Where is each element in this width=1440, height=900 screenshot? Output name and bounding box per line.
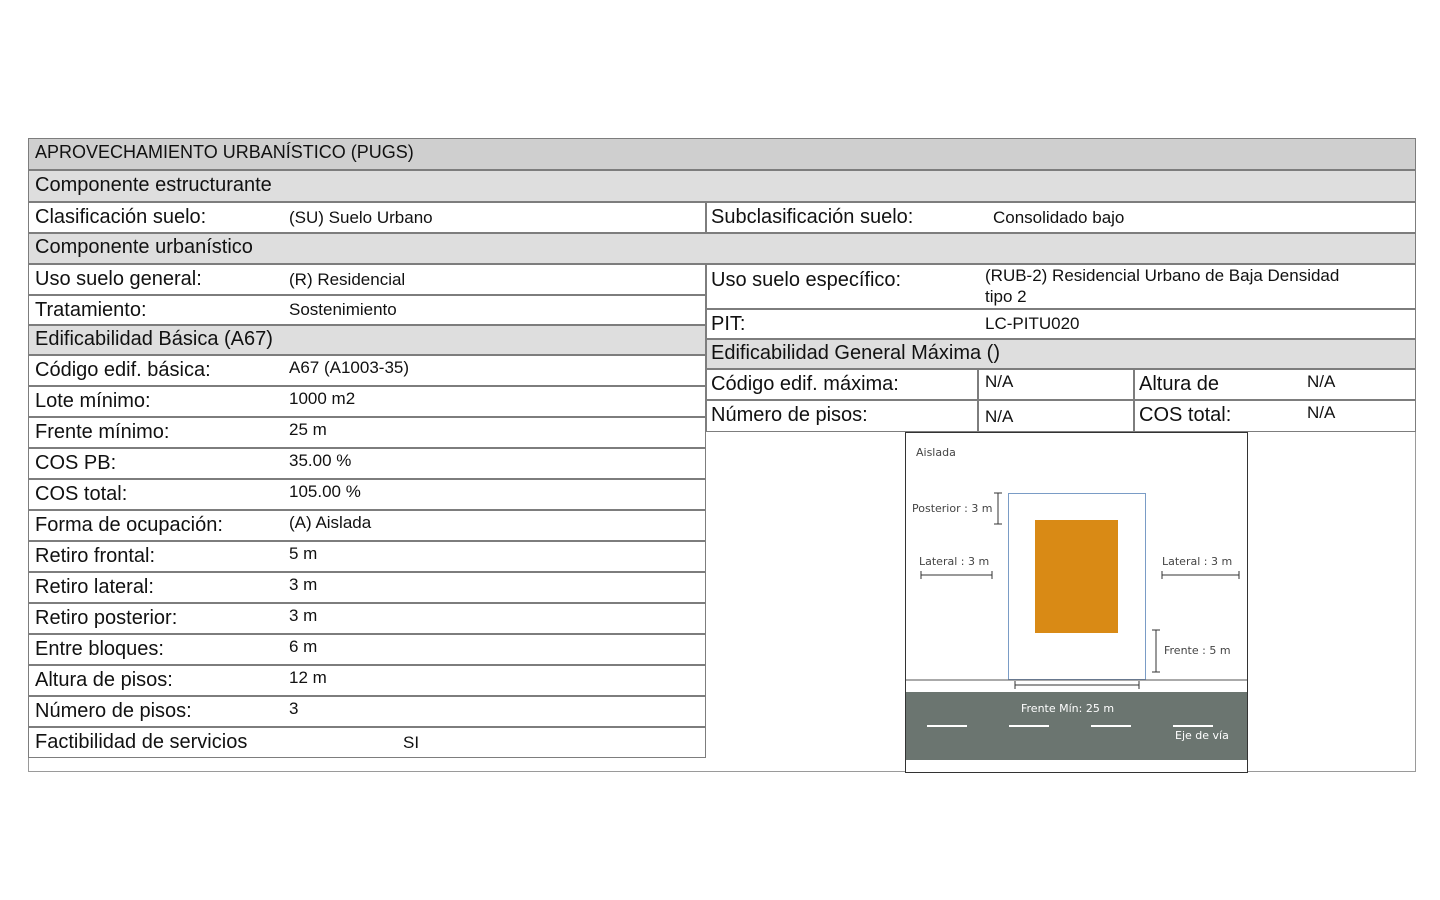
pit-value: LC-PITU020 [985, 314, 1080, 333]
basica-row-value: 3 [289, 699, 299, 718]
basica-row-label: Retiro lateral: [35, 576, 154, 598]
subclasificacion-label: Subclasificación suelo: [711, 206, 914, 228]
basica-row-value: 5 m [289, 544, 318, 563]
basica-row-value: 3 m [289, 575, 318, 594]
lateral-left-label: Lateral : 3 m [919, 555, 990, 568]
section-header-estructurante [28, 170, 1416, 202]
basica-row-value: (A) Aislada [289, 513, 372, 532]
basica-row-value: 105.00 % [289, 482, 361, 501]
uso-general-value: (R) Residencial [289, 270, 406, 289]
setback-diagram [905, 432, 1249, 773]
basica-row-label: Frente mínimo: [35, 421, 170, 443]
panel-title-bar [28, 138, 1416, 170]
tratamiento-label: Tratamiento: [35, 299, 147, 321]
basica-row [28, 727, 706, 758]
basica-row-label: Factibilidad de servicios [35, 731, 248, 753]
cos-maxima-value: N/A [1307, 403, 1336, 422]
basica-row [28, 448, 706, 479]
uso-general-label: Uso suelo general: [35, 268, 202, 290]
uso-especifico-label: Uso suelo específico: [711, 269, 902, 291]
panel-title: APROVECHAMIENTO URBANÍSTICO (PUGS) [35, 142, 414, 162]
basica-row-value: SI [403, 733, 420, 752]
codigo-maxima-label: Código edif. máxima: [711, 373, 899, 395]
basica-row [28, 572, 706, 603]
uso-especifico-value-line1: (RUB-2) Residencial Urbano de Baja Densidad [985, 266, 1340, 285]
basica-row-value: 12 m [289, 668, 327, 687]
basica-row [28, 510, 706, 541]
uso-especifico-value-line2: tipo 2 [985, 287, 1027, 306]
diagram-title: Aislada [916, 446, 956, 459]
pit-row [706, 309, 1416, 339]
lateral-right-label: Lateral : 3 m [1162, 555, 1233, 568]
tratamiento-value: Sostenimiento [289, 300, 397, 319]
basica-row-label: Lote mínimo: [35, 390, 151, 412]
altura-maxima-value: N/A [1307, 372, 1336, 391]
altura-maxima-cell [1134, 369, 1416, 400]
pisos-maxima-value: N/A [985, 407, 1014, 426]
basica-row-value: A67 (A1003-35) [289, 358, 410, 377]
basica-row-value: 1000 m2 [289, 389, 356, 408]
pit-label: PIT: [711, 313, 746, 335]
basica-row-label: Altura de pisos: [35, 669, 173, 691]
basica-row [28, 634, 706, 665]
uso-especifico-row [706, 264, 1416, 309]
basica-row-label: Número de pisos: [35, 700, 192, 722]
basica-row-label: COS total: [35, 483, 128, 505]
basica-row-value: 3 m [289, 606, 318, 625]
frente-label: Frente : 5 m [1164, 644, 1231, 657]
codigo-maxima-value: N/A [985, 372, 1014, 391]
clasificacion-label: Clasificación suelo: [35, 206, 207, 228]
basica-row [28, 417, 706, 448]
pisos-maxima-value-cell [978, 400, 1134, 432]
basica-row [28, 386, 706, 417]
basica-row-label: Retiro frontal: [35, 545, 156, 567]
subclasificacion-row [706, 202, 1416, 233]
basica-row [28, 696, 706, 727]
basica-row-label: COS PB: [35, 452, 117, 474]
section-header-maxima [706, 339, 1416, 369]
basica-row-label: Retiro posterior: [35, 607, 178, 629]
section-title: Edificabilidad Básica (A67) [35, 328, 273, 350]
basica-row [28, 479, 706, 510]
codigo-maxima-value-cell [978, 369, 1134, 400]
basica-row-value: 25 m [289, 420, 327, 439]
basica-row-label: Forma de ocupación: [35, 514, 223, 536]
section-header-basica [28, 325, 706, 355]
codigo-maxima-label-cell [706, 369, 978, 400]
basica-row-label: Código edif. básica: [35, 359, 211, 381]
clasificacion-value: (SU) Suelo Urbano [289, 208, 433, 227]
eje-via-label: Eje de vía [1175, 729, 1229, 742]
cos-maxima-cell [1134, 400, 1416, 432]
subclasificacion-value: Consolidado bajo [993, 208, 1125, 227]
basica-row-value: 35.00 % [289, 451, 352, 470]
basica-row-value: 6 m [289, 637, 318, 656]
uso-general-row [28, 264, 706, 295]
pisos-maxima-label: Número de pisos: [711, 404, 868, 426]
section-title: Edificabilidad General Máxima () [711, 342, 1001, 364]
frente-min-label: Frente Mín: 25 m [1021, 702, 1115, 715]
posterior-label: Posterior : 3 m [912, 502, 993, 515]
clasificacion-row [28, 202, 706, 233]
section-title: Componente urbanístico [35, 236, 253, 258]
basica-row [28, 541, 706, 572]
pisos-maxima-label-cell [706, 400, 978, 432]
basica-row-label: Entre bloques: [35, 638, 164, 660]
section-title: Componente estructurante [35, 174, 272, 196]
basica-row [28, 665, 706, 696]
tratamiento-row [28, 295, 706, 325]
basica-row [28, 355, 706, 386]
altura-maxima-label: Altura de [1139, 373, 1220, 395]
basica-row [28, 603, 706, 634]
cos-maxima-label: COS total: [1139, 404, 1232, 426]
section-header-urbanistico [28, 233, 1416, 264]
building-footprint [1035, 520, 1118, 633]
